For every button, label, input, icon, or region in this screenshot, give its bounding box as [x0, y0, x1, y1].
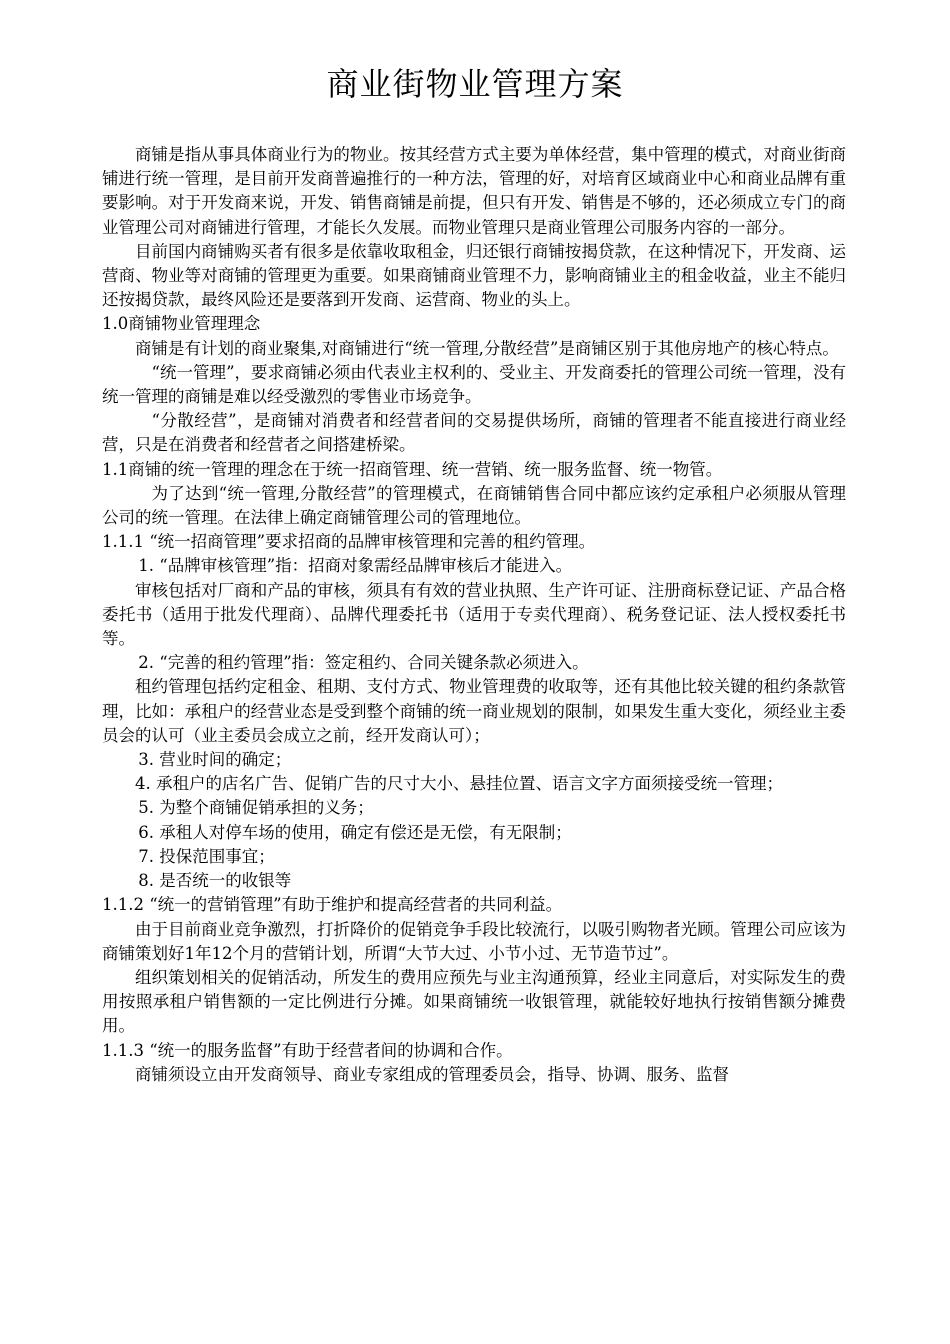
paragraph: 由于目前商业竞争激烈，打折降价的促销竞争手段比较流行，以吸引购物者光顾。管理公司应该为商铺策划好1年12个月的营销计划，所谓“大节大过、小节小过、无节造节过”。: [102, 919, 846, 963]
document-title: 商业街物业管理方案: [326, 65, 624, 103]
list-item: 5. 为整个商铺促销承担的义务；: [138, 798, 374, 818]
paragraph: 商铺是指从事具体商业行为的物业。按其经营方式主要为单体经营，集中管理的模式，对商业街商铺进行统一管理，是目前开发商普遍推行的一种方法，管理的好，对培育区域商业中心和商业品牌有重要影响。对于开发商来说，开发、销售商铺是前提，但只有开发、销售是不够的，还必须成立专门的商业管理公司对商铺进行管理，才能长久发展。而物业管理只是商业管理公司服务内容的一部分。: [102, 145, 846, 237]
paragraph: “分散经营”，是商铺对消费者和经营者间的交易提供场所，商铺的管理者不能直接进行商业经营，只是在消费者和经营者之间搭建桥梁。: [102, 411, 846, 455]
paragraph: 商铺是有计划的商业聚集,对商铺进行“统一管理,分散经营”是商铺区别于其他房地产的核心特点。: [135, 338, 839, 358]
list-item: 7. 投保范围事宜；: [138, 846, 275, 866]
list-item: 3. 营业时间的确定；: [138, 750, 292, 770]
list-item: 2. “完善的租约管理”指：签定租约、合同关键条款必须进入。: [138, 653, 589, 673]
section-heading: 1.1商铺的统一管理的理念在于统一招商管理、统一营销、统一服务监督、统一物管。: [102, 459, 723, 479]
section-heading: 1.1.2 “统一的营销管理”有助于维护和提高经营者的共同利益。: [102, 895, 563, 915]
list-item: 8. 是否统一的收银等: [138, 871, 292, 891]
paragraph: 为了达到“统一管理,分散经营”的管理模式，在商铺销售合同中都应该约定承租户必须服从管理公司的统一管理。在法律上确定商铺管理公司的管理地位。: [102, 483, 846, 528]
paragraph: 租约管理包括约定租金、租期、支付方式、物业管理费的收取等，还有其他比较关键的租约条款管理，比如：承租户的经营业态是受到整个商铺的统一商业规划的限制，如果发生重大变化，须经业主委员会的认可（业主委员会成立之前，经开发商认可）；: [102, 677, 846, 745]
section-heading: 1.1.1 “统一招商管理”要求招商的品牌审核管理和完善的租约管理。: [102, 532, 596, 552]
section-heading: 1.1.3 “统一的服务监督”有助于经营者间的协调和合作。: [102, 1040, 513, 1060]
paragraph: 商铺须设立由开发商领导、商业专家组成的管理委员会，指导、协调、服务、监督: [135, 1064, 729, 1084]
document-body: [102, 143, 846, 1087]
paragraph: 组织策划相关的促销活动，所发生的费用应预先与业主沟通预算，经业主同意后，对实际发生的费用按照承租户销售额的一定比例进行分摊。如果商铺统一收银管理，就能较好地执行按销售额分摊费用。: [102, 967, 846, 1036]
list-item: 6. 承租人对停车场的使用，确定有偿还是无偿，有无限制；: [138, 822, 572, 842]
list-item: 1. “品牌审核管理”指：招商对象需经品牌审核后才能进入。: [138, 556, 573, 576]
paragraph: 目前国内商铺购买者有很多是依靠收取租金，归还银行商铺按揭贷款，在这种情况下，开发商、运营商、物业等对商铺的管理更为重要。如果商铺商业管理不力，影响商铺业主的租金收益，业主不能归还按揭贷款，最终风险还是要落到开发商、运营商、物业的头上。: [102, 241, 846, 310]
list-item: 4. 承租户的店名广告、促销广告的尺寸大小、悬挂位置、语言文字方面须接受统一管理；: [135, 774, 783, 794]
paragraph: “统一管理”，要求商铺必须由代表业主权利的、受业主、开发商委托的管理公司统一管理，没有统一管理的商铺是难以经受激烈的零售业市场竞争。: [102, 362, 846, 407]
paragraph: 审核包括对厂商和产品的审核，须具有有效的营业执照、生产许可证、注册商标登记证、产品合格委托书（适用于批发代理商）、品牌代理委托书（适用于专卖代理商）、税务登记证、法人授权委托书等。: [102, 580, 846, 649]
section-heading: 1.0商铺物业管理理念: [102, 314, 261, 334]
